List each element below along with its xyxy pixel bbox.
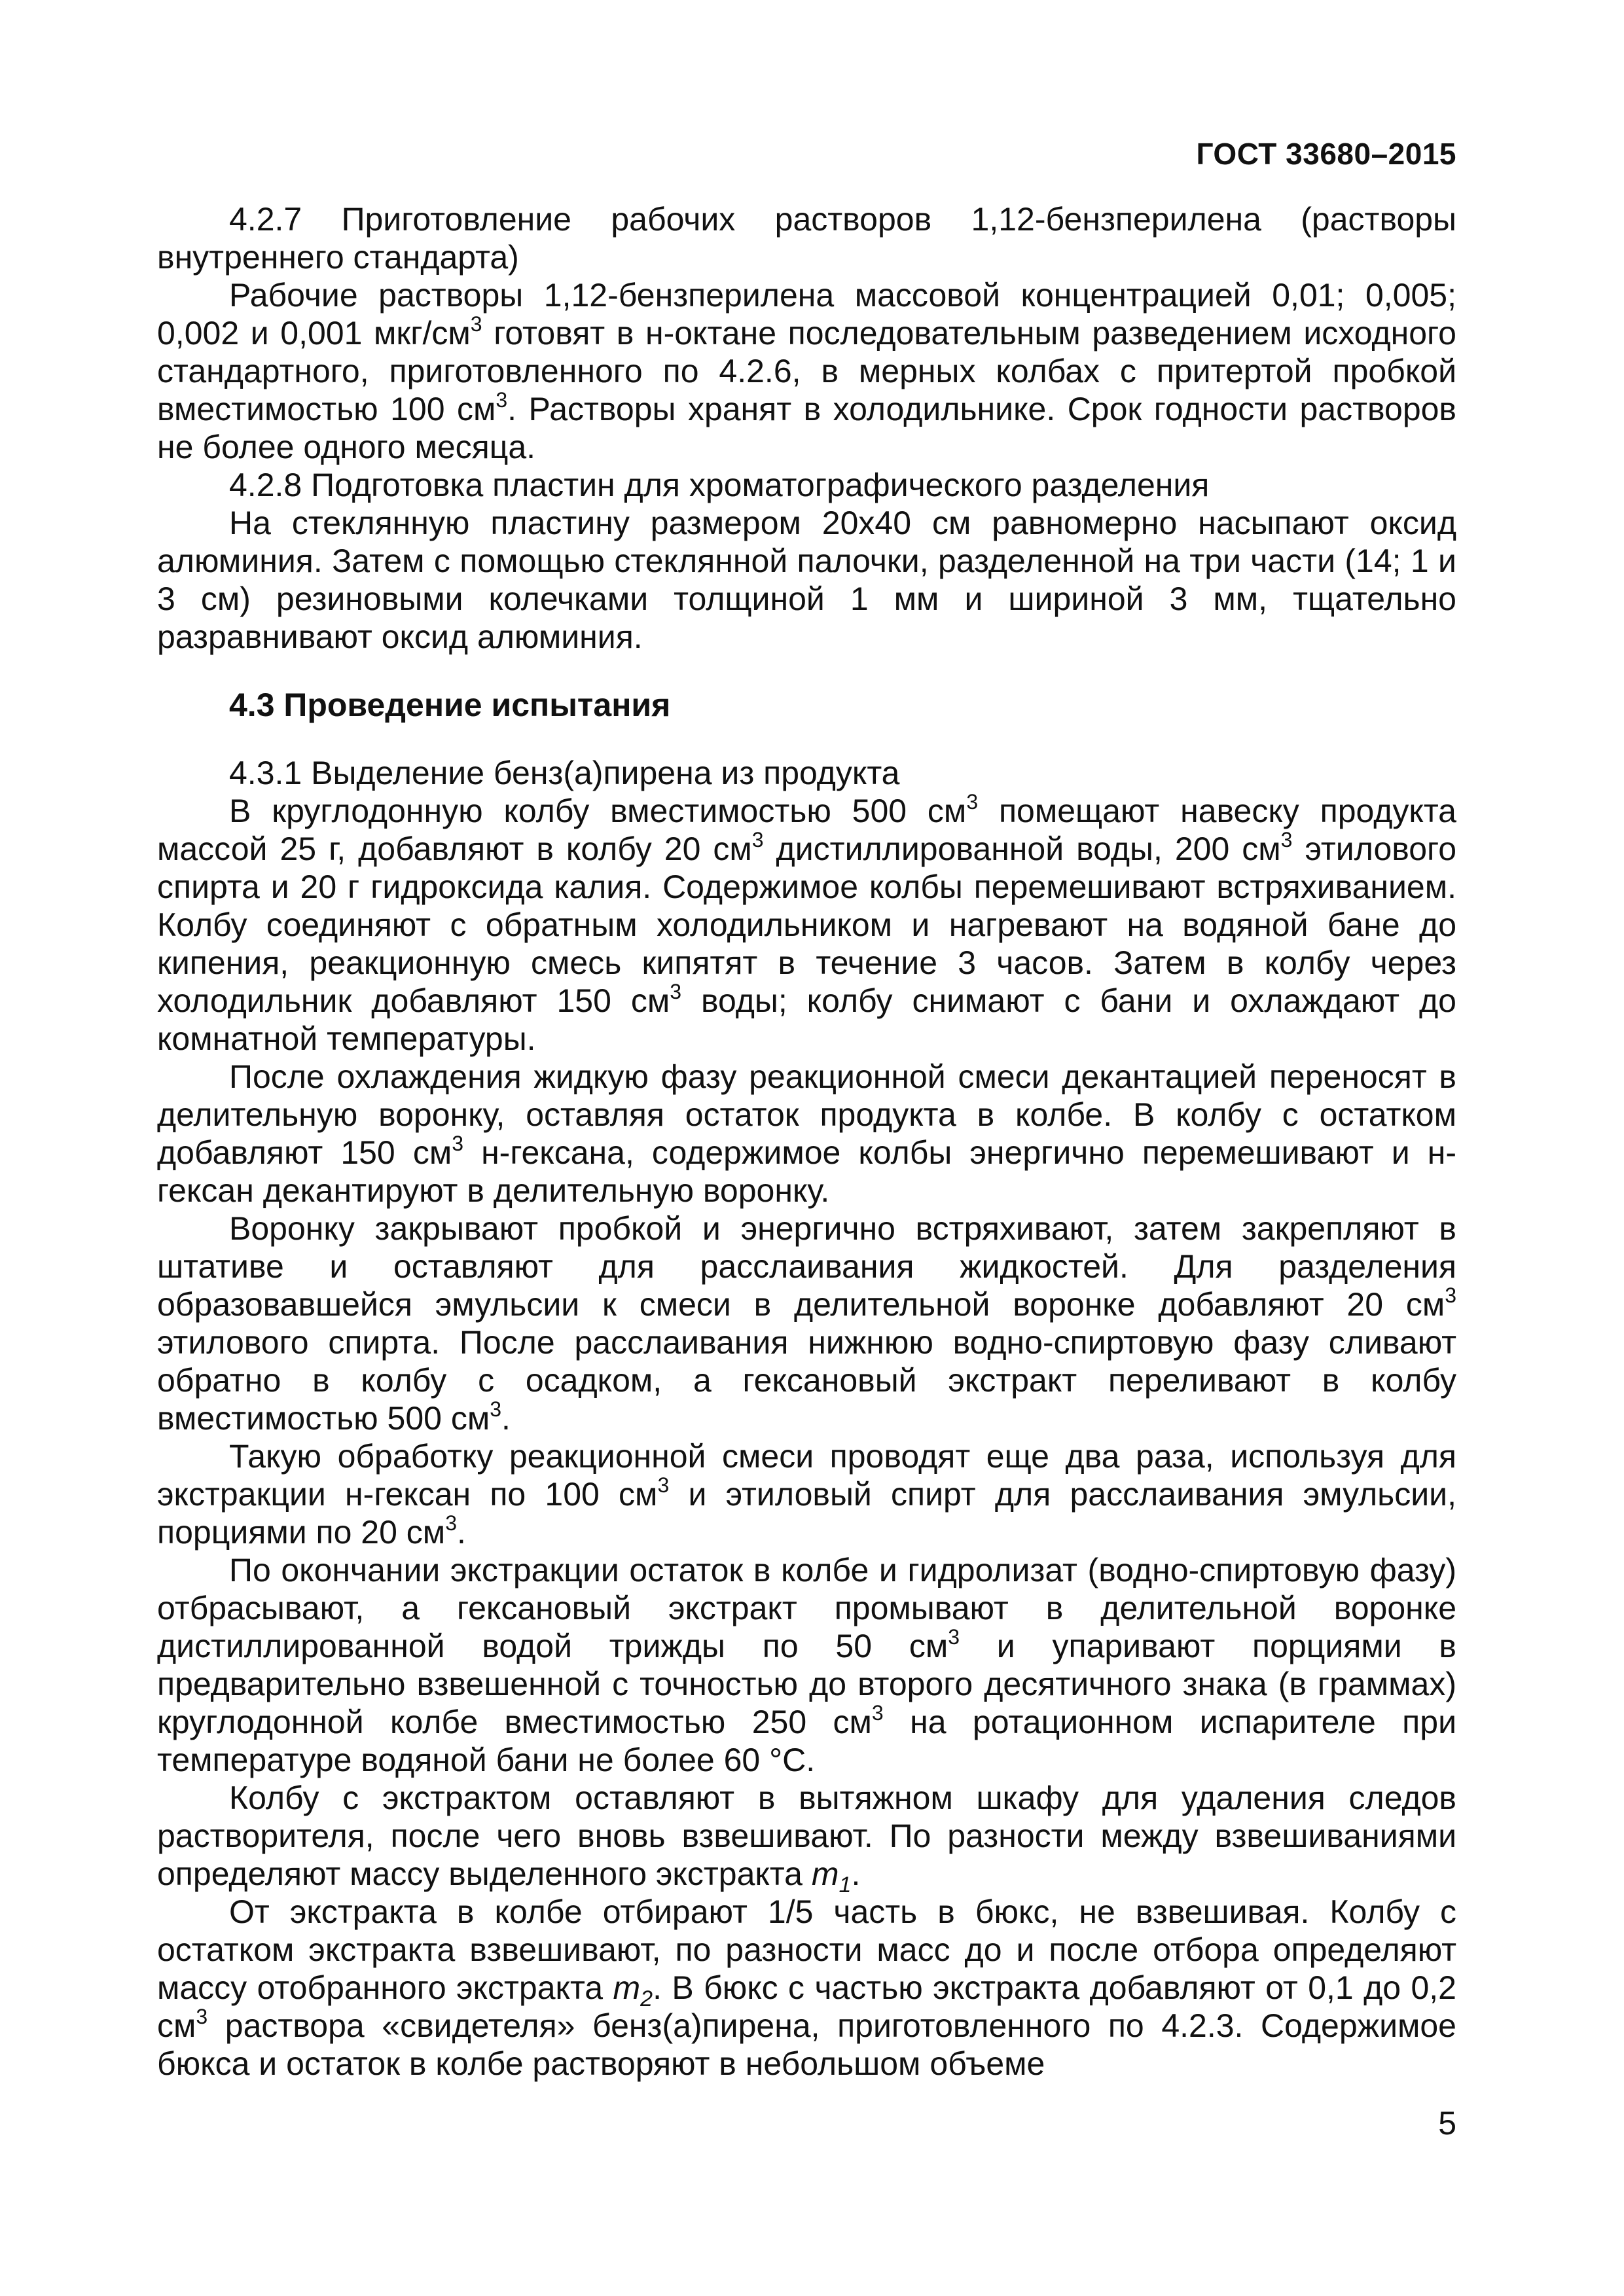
section-heading-4-3: 4.3 Проведение испытания [229, 687, 671, 723]
paragraph-4-2-8-title: 4.2.8 Подготовка пластин для хроматографического разделения [229, 467, 1210, 503]
paragraph-washing-evaporation: По окончании экстракции остаток в колбе и гидролизат (водно-спиртовую фазу) отбрасывают, а гексановый экстракт промывают в делительной воронке дистиллированной водой трижды по 50 $см^3$ и упаривают порциями в предварительно взвешенной с точностью до второго десятичного знака (в граммах) круглодонной колбе вместимостью 250 $см^3$ на ротационном испарителе при температуре водяной бани не более 60 °С. [157, 1552, 1456, 1778]
paragraph-extraction-start: В круглодонную колбу вместимостью 500 $см^3$ помещают навеску продукта массой 25 г, добавляют в колбу 20 $см^3$ дистиллированной воды, 200 $см^3$ этилового спирта и 20 г гидроксида калия. Содержимое колбы перемешивают встряхиванием. Колбу соединяют с обратным холодильником и нагревают на водяной бане до кипения, реакционную смесь кипятят в течение 3 часов. Затем в колбу через холодильник добавляют 150 $см^3$ воды; колбу снимают с бани и охлаждают до комнатной температуры. [157, 790, 1457, 1057]
paragraph-repeat-treatment: Такую обработку реакционной смеси проводят еще два раза, используя для экстракции н-гексан по 100 $см^3$ и этиловый спирт для расслаивания эмульсии, порциями по 20 $см^3$. [157, 1438, 1456, 1551]
paragraph-4-3-1-title: 4.3.1 Выделение бенз(а)пирена из продукта [229, 755, 900, 791]
paragraph-extract-mass-m1: Колбу с экстрактом оставляют в вытяжном шкафу для удаления следов растворителя, после чего вновь взвешивают. По разности между взвешиваниями определяют массу выделенного экстракта $m_1$. [157, 1780, 1456, 1897]
document-body [157, 200, 1456, 2083]
paragraph-separation-funnel: Воронку закрывают пробкой и энергично встряхивают, затем закрепляют в штативе и оставляют для расслаивания жидкостей. Для разделения образовавшейся эмульсии к смеси в делительной воронке добавляют 20 $см^3$ этилового спирта. После расслаивания нижнюю водно-спиртовую фазу сливают обратно в колбу с осадком, а гексановый экстракт переливают в колбу вместимостью 500 $см^3$. [157, 1210, 1456, 1437]
paragraph-extract-mass-m2: От экстракта в колбе отбирают 1/5 часть в бюкс, не взвешивая. Колбу с остатком экстракта взвешивают, по разности масс до и после отбора определяют массу отобранного экстракта $m_2$. В бюкс с частью экстракта добавляют от 0,1 до 0,2 $см^3$ раствора «свидетеля» бенз(а)пирена, приготовленного по 4.2.3. Содержимое бюкса и остаток в колбе растворяют в небольшом объеме [157, 1893, 1456, 2082]
document-code: ГОСТ 33680–2015 [1196, 137, 1456, 171]
page-number: 5 [1438, 2105, 1456, 2142]
paragraph-4-2-7-title: 4.2.7 Приготовление рабочих растворов 1,12-бензперилена (растворы внутреннего стандарта) [157, 201, 1456, 276]
paragraph-decantation: После охлаждения жидкую фазу реакционной смеси декантацией переносят в делительную воронку, оставляя остаток продукта в колбе. В колбу с остатком добавляют 150 $см^3$ н-гексана, содержимое колбы энергично перемешивают и н-гексан декантируют в делительную воронку. [157, 1058, 1457, 1209]
paragraph-working-solutions: Рабочие растворы 1,12-бензперилена массовой концентрацией 0,01; 0,005; 0,002 и 0,001 мкг/$см^3$ готовят в н-октане последовательным разведением исходного стандартного, приготовленного по 4.2.6, в мерных колбах с притертой пробкой вместимостью 100 $см^3$. Растворы хранят в холодильнике. Срок годности растворов не более одного месяца. [157, 277, 1456, 465]
variable-m2: $m_2$ [613, 1969, 653, 2011]
variable-m1: $m_1$ [811, 1856, 852, 1897]
paragraph-plate-preparation: На стеклянную пластину размером 20х40 см равномерно насыпают оксид алюминия. Затем с помощью стеклянной палочки, разделенной на три части (14; 1 и 3 см) резиновыми колечками толщиной 1 мм и шириной 3 мм, тщательно разравнивают оксид алюминия. [157, 505, 1456, 655]
